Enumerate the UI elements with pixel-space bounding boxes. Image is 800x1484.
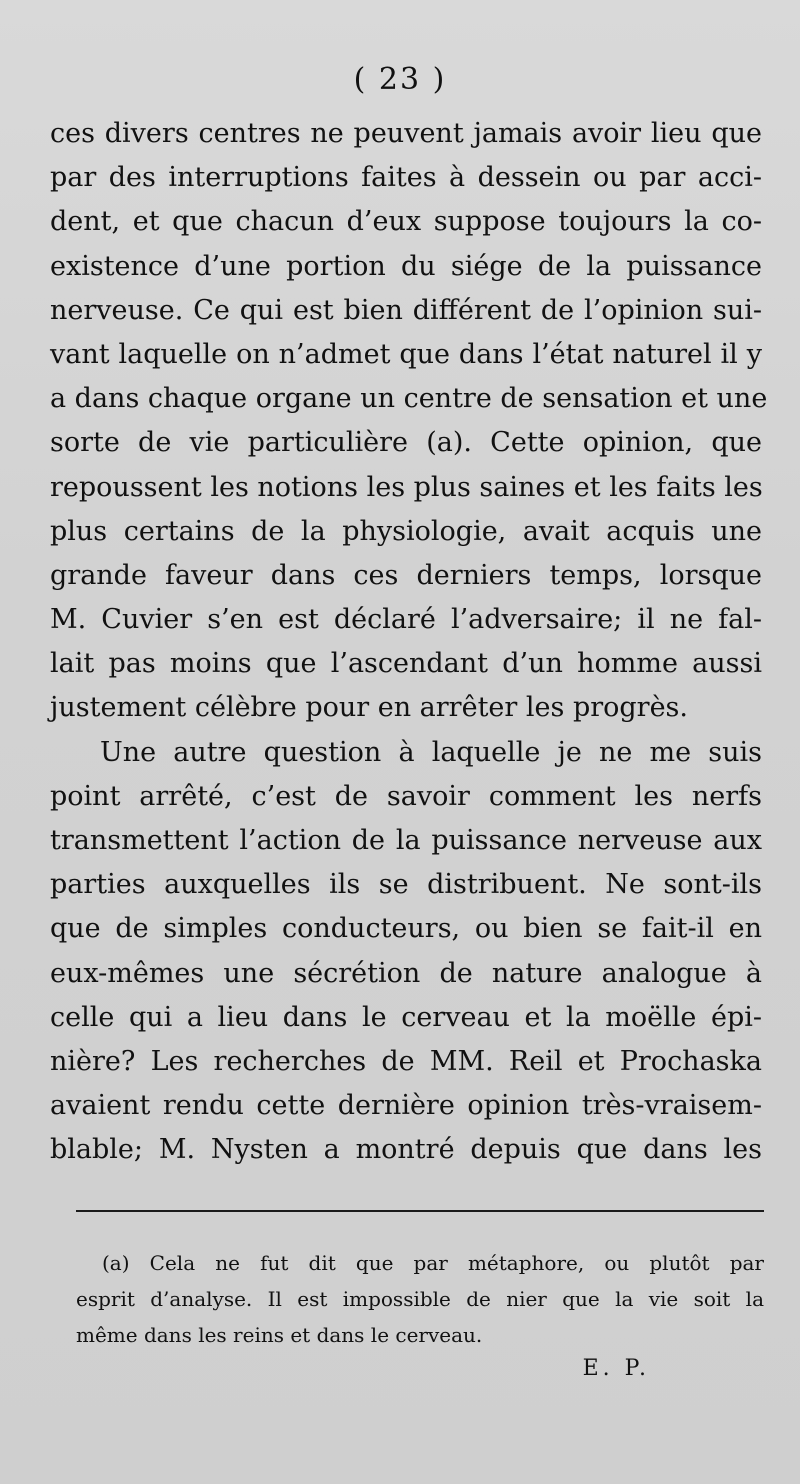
body-line: nière? Les recherches de MM. Reil et Prochaska — [50, 1045, 762, 1077]
body-line: dent, et que chacun d’eux suppose toujours la co- — [50, 206, 762, 238]
footnote-line: même dans les reins et dans le cerveau. — [76, 1323, 483, 1347]
body-line: celle qui a lieu dans le cerveau et la moëlle épi- — [50, 1001, 762, 1033]
body-line: a dans chaque organe un centre de sensation et une — [50, 383, 768, 415]
footnote — [76, 1245, 764, 1353]
body-line: ces divers centres ne peuvent jamais avoir lieu que — [50, 118, 762, 149]
body-line: vant laquelle on n’admet que dans l’état naturel il y — [50, 338, 762, 370]
body-text — [50, 112, 768, 1173]
body-line: lait pas moins que l’ascendant d’un homme aussi — [50, 648, 762, 680]
body-line: M. Cuvier s’en est déclaré l’adversaire; il ne fal- — [50, 604, 762, 636]
body-line: repoussent les notions les plus saines et les faits les — [50, 471, 763, 503]
body-line: plus certains de la physiologie, avait acquis une — [50, 515, 762, 547]
body-line: transmettent l’action de la puissance nerveuse aux — [50, 825, 762, 856]
footnote-divider — [76, 1210, 764, 1212]
body-line: que de simples conducteurs, ou bien se fait-il en — [50, 913, 762, 945]
body-line: avaient rendu cette dernière opinion très-vraisem- — [50, 1090, 762, 1122]
footnote-line: (a) Cela ne fut dit que par métaphore, ou plutôt par — [102, 1251, 764, 1275]
body-line: grande faveur dans ces derniers temps, lorsque — [50, 559, 762, 591]
body-line: point arrêté, c’est de savoir comment les nerfs — [50, 780, 762, 812]
page-number: ( 23 ) — [353, 62, 447, 97]
body-line: parties auxquelles ils se distribuent. Ne sont-ils — [50, 869, 762, 901]
body-line: sorte de vie particulière (a). Cette opinion, que — [50, 427, 762, 459]
body-line: eux-mêmes une sécrétion de nature analogue à — [50, 957, 762, 989]
footnote-line: esprit d’analyse. Il est impossible de nier que la vie soit la — [76, 1287, 764, 1311]
body-line: existence d’une portion du siége de la puissance — [50, 250, 762, 282]
body-line: Une autre question à laquelle je ne me suis — [100, 736, 762, 768]
body-line: nerveuse. Ce qui est bien différent de l’opinion sui- — [50, 294, 762, 326]
body-line: par des interruptions faites à dessein ou par acci- — [50, 162, 762, 194]
footnote-signature: E. P. — [582, 1356, 650, 1381]
body-line: justement célèbre pour en arrêter les progrès. — [50, 692, 688, 724]
body-line: blable; M. Nysten a montré depuis que dans les — [50, 1134, 762, 1166]
